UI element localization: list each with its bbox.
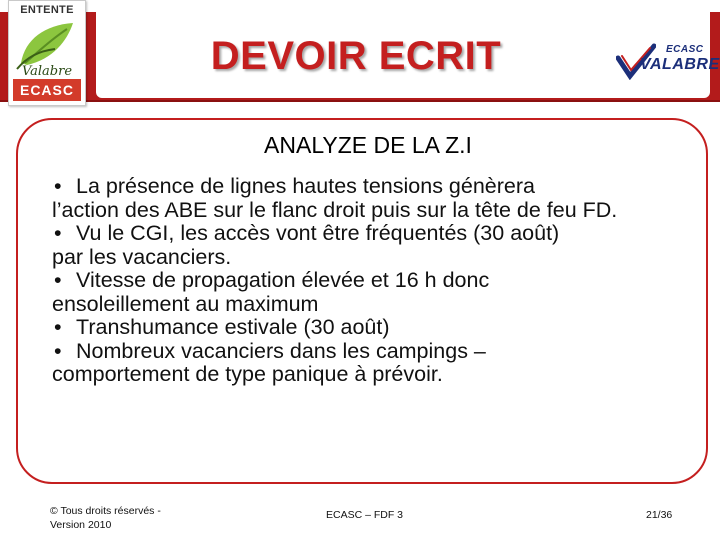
bullet-dot: • <box>54 221 62 245</box>
list-item <box>52 340 702 387</box>
logo-right-ecasc: ECASC <box>666 44 704 55</box>
list-item <box>52 316 702 340</box>
bullet-text: La présence de lignes hautes tensions génèrera <box>76 174 535 198</box>
page-number: 21/36 <box>646 509 673 521</box>
ecasc-valabre-logo <box>616 42 720 82</box>
logo-right-valabre: VALABRE <box>640 56 720 73</box>
logo-valabre-script: Valabre <box>21 64 73 77</box>
footer-course: ECASC – FDF 3 <box>326 509 404 521</box>
bullet-text-continued: comportement de type panique à prévoir. <box>52 362 443 386</box>
bullet-text-continued: ensoleillement au maximum <box>52 291 319 316</box>
subtitle-text: ANALYZE DE LA Z.I <box>264 132 472 158</box>
bullet-dot: • <box>54 174 62 198</box>
bullet-text: Vitesse de propagation élevée et 16 h donc <box>76 268 490 292</box>
bullet-dot: • <box>54 338 62 363</box>
footer-copyright <box>50 504 161 532</box>
footer-version: Version 2010 <box>50 519 112 531</box>
logo-entente-text: ENTENTE <box>20 4 74 16</box>
bullet-dot: • <box>54 315 62 339</box>
bullet-dot: • <box>54 268 62 292</box>
entente-valabre-logo <box>8 0 86 106</box>
bullet-text-continued: par les vacanciers. <box>52 244 232 269</box>
list-item <box>52 222 702 269</box>
list-item <box>52 269 702 316</box>
logo-ecasc-text: ECASC <box>13 79 81 101</box>
bullet-text: Vu le CGI, les accès vont être fréquentés (30 août) <box>76 221 560 245</box>
slide-title: DEVOIR ECRIT <box>210 34 502 78</box>
slide-subtitle <box>0 132 720 159</box>
list-item <box>52 175 702 222</box>
bullet-text: Transhumance estivale (30 août) <box>76 315 390 339</box>
leaf-icon <box>15 19 79 77</box>
footer-copyright-line: © Tous droits réservés - <box>50 505 161 517</box>
bullet-list <box>52 175 702 387</box>
bullet-text-continued: l’action des ABE sur le flanc droit puis sur la tête de feu FD. <box>52 197 618 222</box>
bullet-text: Nombreux vacanciers dans les campings – <box>76 338 486 363</box>
